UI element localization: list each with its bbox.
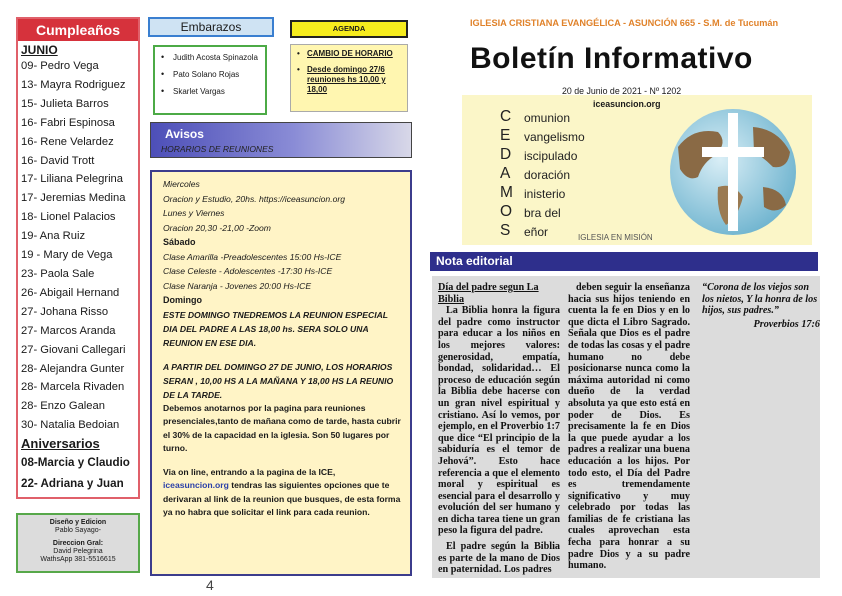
notice-line: Oracion 20,30 -21,00 -Zoom xyxy=(163,222,271,233)
list-item: • Pato Solano Rojas xyxy=(159,70,261,79)
notice-line: Clase Amarilla -Preadolescentes 15:00 Hs-ICE xyxy=(163,251,342,262)
pregnancies-panel xyxy=(153,45,267,115)
list-item: 27- Marcos Aranda xyxy=(21,324,116,337)
notice-heading-sabado: Sábado xyxy=(163,237,196,247)
list-item: 16- Rene Velardez xyxy=(21,135,114,148)
acrostic-letter: M xyxy=(500,184,513,201)
list-item: 28- Marcela Rivaden xyxy=(21,381,125,394)
editorial-paragraph: El padre según la Biblia es parte de la mano de Dios en paternidad. Los padres xyxy=(438,541,560,576)
notice-line: Lunes y Viernes xyxy=(163,208,225,218)
notice-new-schedule: A PARTIR DEL DOMINGO 27 DE JUNIO, LOS HORARIOS SERAN , 10,00 HS A LA MAÑANA Y 18,00 HS LA REUNIO DE LA TARDE. xyxy=(163,361,394,400)
acrostic-word: omunion xyxy=(524,111,571,125)
list-item: 26- Abigail Hernand xyxy=(21,286,120,299)
acrostic-letter: C xyxy=(500,108,512,125)
credits-line: Direccion Gral: xyxy=(52,540,104,547)
pregnancies-title: Embarazos xyxy=(148,17,274,37)
anniversaries-title: Aniversarios xyxy=(21,436,100,452)
acrostic-letter: A xyxy=(500,165,511,182)
list-item: • Judith Acosta Spinazola xyxy=(159,53,261,62)
list-item: 28- Enzo Galean xyxy=(21,400,105,413)
page-title: Boletín Informativo xyxy=(470,42,753,75)
list-item: 17- Jeremias Medina xyxy=(21,192,126,205)
issue-date: 20 de Junio de 2021 - Nº 1202 xyxy=(562,86,682,96)
editorial-column-3 xyxy=(698,282,820,330)
credits-box xyxy=(16,513,140,573)
notice-online-text: Via on line, entrando a la pagina de la ICE, xyxy=(163,466,336,477)
list-item: 08-Marcia y Claudio xyxy=(21,456,130,470)
editorial-paragraph: La Biblia honra la figura del padre como instructor para educar a los niños en los mejores valores: generosidad, empatía, bondad, solidaridad… El proceso de educación según la Biblia debe hacerse con un gran nivel espiritual y cristiano. Así lo vemos, por ejemplo, en el Proverbio 1:7 que dice “El principio de la sabiduría es el temor de Jehová”. Esto hace referencia a que el elemento moral y espiritual es esencial para el desarrollo y evolución del ser humano y en dicha tarea tiene un gran peso la figura del padre. xyxy=(438,305,560,537)
cedamos-panel xyxy=(462,95,812,245)
editorial-panel xyxy=(432,276,820,578)
editorial-title: Nota editorial xyxy=(430,252,818,271)
list-item: 28- Alejandra Gunter xyxy=(21,362,125,375)
editorial-quote: “Corona de los viejos son los nietos, Y la honra de los hijos, sus padres.” xyxy=(702,282,818,317)
credits-line: Diseño y Edicion xyxy=(49,519,107,526)
birthdays-month: JUNIO xyxy=(21,43,58,57)
acrostic-letter: S xyxy=(500,222,511,239)
editorial-paragraph: deben seguir la enseñanza hacia sus hijos teniendo en cuenta la fe en Dios y en lo que dicta el Libro Sagrado. Señala que Dios es el padre de todas las cosas y el padre humano no debe posicionarse nunca como la máxima autoridad ni como dueño de la verdad absoluta ya que esto está en poder de Dios. Es precisamente la fe en Dios la que puede ayudar a los padres a realizar una buena educación a los hijos. Por todo esto, el Día del Padre es tremendamente significativo y muy celebrado por todas las familias de fe cristiana las cuales aprovechan esta fecha para honrar a su padre Dios y a su padre humano. xyxy=(568,282,690,572)
list-item: 13- Mayra Rodriguez xyxy=(21,78,126,91)
acrostic-word: doración xyxy=(524,168,571,182)
list-item: 19 - Mary de Vega xyxy=(21,249,113,262)
notices-title: Avisos xyxy=(165,127,204,141)
birthdays-title: Cumpleaños xyxy=(18,19,138,41)
list-item: 27- Giovani Callegari xyxy=(21,343,126,356)
acrostic-letter: E xyxy=(500,127,511,144)
list-item: 17- Liliana Pelegrina xyxy=(21,173,123,186)
editorial-column-2 xyxy=(568,282,690,572)
list-item: • Skarlet Vargas xyxy=(159,87,261,96)
editorial-heading: Día del padre segun La Biblia xyxy=(438,282,539,305)
editorial-reference: Proverbios 17:6 xyxy=(753,318,820,330)
agenda-title: AGENDA xyxy=(290,20,408,38)
website-label[interactable]: iceasuncion.org xyxy=(593,99,661,109)
page-number: 4 xyxy=(206,577,214,593)
list-item: 18- Lionel Palacios xyxy=(21,211,116,224)
agenda-item: • Desde domingo 27/6 reuniones hs 10,00 y 18,00 xyxy=(297,65,403,95)
notices-panel xyxy=(150,170,412,576)
agenda-panel xyxy=(290,44,408,112)
notices-header xyxy=(150,122,412,158)
globe-cross-icon xyxy=(658,107,808,237)
notice-line: Oracion y Estudio, 20hs. https://iceasuncion.org xyxy=(163,193,346,204)
notices-subtitle: HORARIOS DE REUNIONES xyxy=(161,144,274,154)
church-name: IGLESIA CRISTIANA EVANGÉLICA - ASUNCIÓN 665 - S.M. de Tucumán xyxy=(470,18,779,28)
notice-online xyxy=(163,466,402,520)
birthdays-panel xyxy=(16,17,140,499)
editorial-column-1 xyxy=(438,282,560,576)
list-item: 22- Adriana y Juan xyxy=(21,477,124,491)
acrostic-word: eñor xyxy=(524,225,549,239)
acrostic-letter: D xyxy=(500,146,512,163)
list-item: 19- Ana Ruiz xyxy=(21,230,86,243)
list-item: 30- Natalia Bedoian xyxy=(21,419,120,432)
list-item: 23- Paola Sale xyxy=(21,267,95,280)
notice-registration: Debemos anotarnos por la pagina para reuniones presenciales,tanto de mañana como de tarde, hasta cubrir el 30% de la capacidad en la iglesia. Son 50 lugares por turno. xyxy=(163,402,401,453)
notice-heading-domingo: Domingo xyxy=(163,295,202,305)
agenda-item: • CAMBIO DE HORARIO xyxy=(297,49,403,59)
credits-line: Pablo Sayago- xyxy=(55,527,101,534)
list-item: 09- Pedro Vega xyxy=(21,60,99,72)
birthday-list xyxy=(18,57,138,435)
acrostic-word: inisterio xyxy=(524,187,566,201)
acrostic-word: bra del xyxy=(524,206,561,220)
list-item: 27- Johana Risso xyxy=(21,305,109,318)
acrostic-word: vangelismo xyxy=(524,130,585,144)
website-link[interactable]: iceasuncion.org xyxy=(163,480,229,490)
editorial-paragraph xyxy=(568,282,690,572)
list-item: 16- Fabri Espinosa xyxy=(21,116,115,129)
mission-label: IGLESIA EN MISIÓN xyxy=(578,233,653,242)
acrostic-letter: O xyxy=(500,203,513,220)
acrostic-word: iscipulado xyxy=(524,149,578,163)
list-item: 16- David Trott xyxy=(21,154,95,167)
credits-line: David Pelegrina xyxy=(53,548,103,555)
editorial-paragraph xyxy=(438,305,560,576)
notice-line: Clase Naranja - Jovenes 20:00 Hs-ICE xyxy=(163,280,312,291)
notice-special: ESTE DOMINGO TNEDREMOS LA REUNION ESPECIAL DIA DEL PADRE A LAS 18,00 hs. SERA SOLO UNA REUNION EN ESE DIA. xyxy=(163,309,388,348)
list-item: 15- Julieta Barros xyxy=(21,97,109,110)
notice-online-text: tendras las siguientes opciones que te derivaran al link de la reunion que busques, de esta forma ya no habra que solicitar el link para cada reunion. xyxy=(163,480,401,517)
notice-line: Clase Celeste - Adolescentes -17:30 Hs-ICE xyxy=(163,266,333,276)
credits-line: WathsApp 381-5516615 xyxy=(40,556,116,563)
anniversary-list xyxy=(18,452,138,494)
notice-line: Miercoles xyxy=(163,179,200,189)
